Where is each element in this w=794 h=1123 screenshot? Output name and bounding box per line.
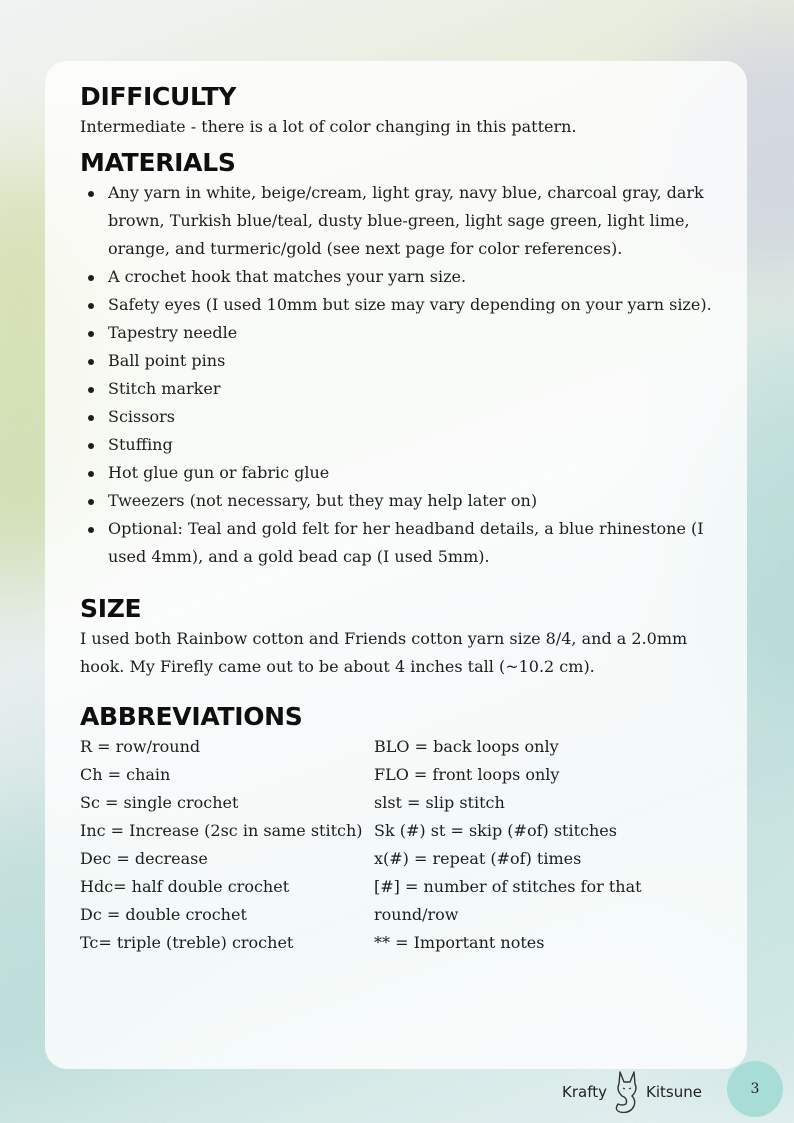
abbreviations-section: [80, 701, 730, 957]
materials-section: [80, 147, 730, 571]
list-item: Tapestry needle: [108, 319, 730, 347]
abbreviations-right-column: [374, 733, 694, 957]
difficulty-text: Intermediate - there is a lot of color changing in this pattern.: [80, 117, 577, 136]
list-item: Any yarn in white, beige/cream, light gray, navy blue, charcoal gray, dark brown, Turkish blue/teal, dusty blue-green, light sage green, light lime, orange, and turmeric/gold (see next page for color references).: [108, 179, 730, 263]
fox-icon: [610, 1068, 644, 1116]
list-item: Hot glue gun or fabric glue: [108, 459, 730, 487]
abbreviation-item: R = row/round: [80, 737, 201, 756]
logo-word-krafty: Krafty: [562, 1083, 607, 1101]
abbreviation-item: x(#) = repeat (#of) times: [374, 849, 582, 868]
abbreviation-item: Inc = Increase (2sc in same stitch): [80, 821, 363, 840]
content-card: [45, 61, 747, 1069]
page-number-badge: [727, 1061, 783, 1117]
logo-word-kitsune: Kitsune: [646, 1083, 702, 1101]
size-text: I used both Rainbow cotton and Friends cotton yarn size 8/4, and a 2.0mm hook. My Firefly came out to be about 4 inches tall (~10.2 cm).: [80, 629, 688, 676]
abbreviation-item: Ch = chain: [80, 765, 171, 784]
abbreviation-item: BLO = back loops only: [374, 737, 559, 756]
abbreviation-item: ** = Important notes: [374, 933, 545, 952]
list-item: Stitch marker: [108, 375, 730, 403]
abbreviation-item: Hdc= half double crochet: [80, 877, 290, 896]
abbreviations-columns: [80, 733, 730, 957]
size-section: [80, 593, 730, 681]
materials-heading: MATERIALS: [80, 148, 236, 177]
abbreviation-item: Sk (#) st = skip (#of) stitches: [374, 821, 617, 840]
list-item: Safety eyes (I used 10mm but size may vary depending on your yarn size).: [108, 291, 730, 319]
materials-list: [80, 179, 730, 571]
content-body: [80, 81, 730, 957]
difficulty-heading: DIFFICULTY: [80, 82, 237, 111]
abbreviations-left-column: [80, 733, 374, 957]
abbreviation-item: Dc = double crochet: [80, 905, 247, 924]
abbreviation-item: Tc= triple (treble) crochet: [80, 933, 294, 952]
list-item: Stuffing: [108, 431, 730, 459]
list-item: Ball point pins: [108, 347, 730, 375]
abbreviation-item: FLO = front loops only: [374, 765, 560, 784]
list-item: Optional: Teal and gold felt for her headband details, a blue rhinestone (I used 4mm), and a gold bead cap (I used 5mm).: [108, 515, 730, 571]
page-number: 3: [750, 1081, 760, 1097]
abbreviation-item: Sc = single crochet: [80, 793, 239, 812]
list-item: A crochet hook that matches your yarn size.: [108, 263, 730, 291]
abbreviations-heading: ABBREVIATIONS: [80, 702, 303, 731]
abbreviation-item: slst = slip stitch: [374, 793, 505, 812]
size-heading: SIZE: [80, 594, 142, 623]
list-item: Scissors: [108, 403, 730, 431]
list-item: Tweezers (not necessary, but they may help later on): [108, 487, 730, 515]
abbreviation-item: [#] = number of stitches for that round/row: [374, 877, 642, 924]
difficulty-section: [80, 81, 730, 141]
brand-logo: [562, 1068, 722, 1118]
abbreviation-item: Dec = decrease: [80, 849, 208, 868]
